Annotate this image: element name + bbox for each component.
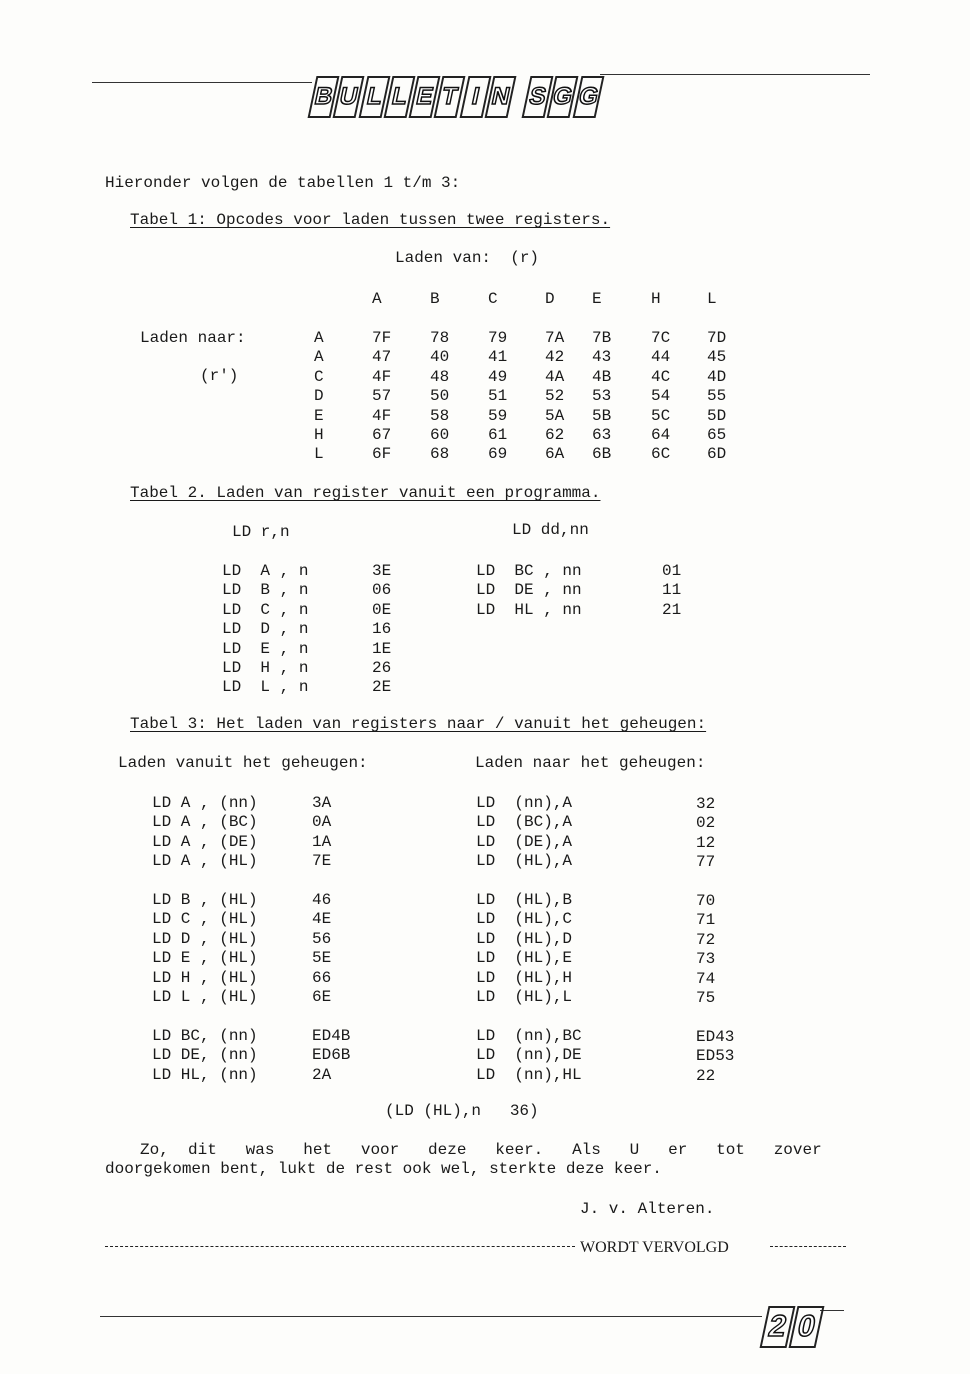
- table1-to-sub: (r'): [200, 367, 239, 385]
- table1-cell: 52: [545, 387, 565, 406]
- footer-rule-right: [820, 1310, 844, 1311]
- table1-cell: 5A: [545, 406, 565, 425]
- table1-cell: 63: [592, 426, 612, 444]
- table3-left-code: 6E: [312, 988, 332, 1006]
- table1-cell: 42: [545, 348, 565, 367]
- table2-left-code: 16: [372, 620, 392, 639]
- intro-text: Hieronder volgen de tabellen 1 t/m 3:: [105, 174, 461, 192]
- table1-col-header: C: [488, 290, 498, 308]
- table3-right-instr: LD (HL),A: [476, 852, 573, 871]
- table2-left-code: 26: [372, 659, 392, 677]
- table1-row-register: A: [314, 348, 324, 367]
- table2-left-code: 3E: [372, 562, 392, 580]
- table3-left-code: 2A: [312, 1065, 332, 1084]
- table1-cell: 6F: [372, 445, 392, 464]
- table3-right-instr: LD (HL),D: [476, 929, 573, 948]
- table1-cell: 60: [430, 426, 450, 444]
- table1-cell: 51: [488, 387, 508, 406]
- logo-letter: I: [459, 76, 491, 118]
- table3-title: Tabel 3: Het laden van registers naar / vanuit het geheugen:: [130, 715, 707, 733]
- table2-right-instr: LD HL , nn: [476, 600, 582, 619]
- table1-cell: 67: [372, 426, 392, 444]
- table2-left-code: 1E: [372, 639, 392, 658]
- table3-right-instr: LD (DE),A: [476, 832, 573, 851]
- table1-cell: 4F: [372, 406, 392, 425]
- table1-col-header: E: [592, 290, 602, 308]
- table3-right-code: ED43: [696, 1027, 735, 1046]
- table2-right-head: LD dd,nn: [512, 521, 589, 539]
- table1-cell: 57: [372, 387, 392, 406]
- table1-cell: 6C: [651, 445, 671, 464]
- table3-right-code: 71: [696, 911, 716, 930]
- table1-cell: 41: [488, 348, 508, 367]
- header-rule-left: [92, 82, 312, 83]
- table2-right-code: 01: [662, 562, 682, 580]
- table3-left-code: 5E: [312, 949, 332, 968]
- table1-row-register: E: [314, 406, 324, 425]
- table1-cell: 4A: [545, 367, 565, 386]
- page-number-digit: 0: [789, 1306, 825, 1348]
- table1-row-register: H: [314, 426, 324, 444]
- table1-cell: 68: [430, 445, 450, 464]
- table1-cell: 7C: [651, 329, 671, 347]
- page-number-digit: 2: [760, 1306, 796, 1348]
- table2-left-head: LD r,n: [232, 523, 290, 541]
- logo-letter: G: [547, 76, 579, 118]
- table2-title: Tabel 2. Laden van register vanuit een programma.: [130, 484, 601, 502]
- table3-left-instr: LD L , (HL): [152, 988, 258, 1006]
- author-signature: J. v. Alteren.: [580, 1200, 715, 1218]
- table1-cell: 40: [430, 348, 450, 367]
- table3-left-instr: LD C , (HL): [152, 910, 258, 929]
- table3-left-instr: LD HL, (nn): [152, 1065, 258, 1084]
- table3-right-code: 73: [696, 950, 716, 969]
- table2-left-code: 06: [372, 581, 392, 600]
- table3-right-code: 75: [696, 989, 716, 1007]
- table3-left-code: ED4B: [312, 1026, 351, 1045]
- table3-left-code: ED6B: [312, 1046, 351, 1065]
- table1-row-register: A: [314, 329, 324, 347]
- table3-left-code: 3A: [312, 794, 332, 812]
- table1-cell: 78: [430, 329, 450, 347]
- table1-col-header: B: [430, 290, 440, 308]
- footer-rule: [100, 1316, 762, 1317]
- table1-col-header: L: [707, 290, 717, 308]
- table2-left-instr: LD D , n: [222, 620, 309, 639]
- table3-left-code: 66: [312, 968, 332, 987]
- table2-left-code: 2E: [372, 678, 392, 697]
- table3-right-code: 22: [696, 1066, 716, 1085]
- table3-right-instr: LD (nn),A: [476, 794, 573, 812]
- table3-right-instr: LD (HL),C: [476, 910, 573, 929]
- table1-title: Tabel 1: Opcodes voor laden tussen twee registers.: [130, 211, 611, 229]
- table3-left-code: 46: [312, 891, 332, 909]
- table3-left-head: Laden vanuit het geheugen:: [118, 754, 368, 772]
- table3-right-instr: LD (BC),A: [476, 813, 573, 832]
- table3-left-instr: LD D , (HL): [152, 929, 258, 948]
- table1-cell: 7B: [592, 329, 612, 347]
- table1-cell: 5D: [707, 406, 727, 425]
- continued-rule-right: [770, 1246, 846, 1247]
- logo-letter: S: [522, 76, 554, 118]
- logo-letter: T: [434, 76, 466, 118]
- table2-right-instr: LD BC , nn: [476, 562, 582, 580]
- table1-cell: 7A: [545, 329, 565, 347]
- table2-left-instr: LD B , n: [222, 581, 309, 600]
- table1-cell: 48: [430, 367, 450, 386]
- table1-cell: 58: [430, 406, 450, 425]
- table1-cell: 61: [488, 426, 508, 444]
- continued-rule-left: [105, 1246, 575, 1247]
- table3-left-instr: LD DE, (nn): [152, 1046, 258, 1065]
- logo-letter: L: [383, 76, 415, 118]
- table3-right-code: 32: [696, 795, 716, 813]
- table2-right-instr: LD DE , nn: [476, 581, 582, 600]
- table1-cell: 59: [488, 406, 508, 425]
- table1-cell: 6B: [592, 445, 612, 464]
- table1-cell: 64: [651, 426, 671, 444]
- table3-right-code: 72: [696, 930, 716, 949]
- logo-letter: G: [572, 76, 604, 118]
- table3-left-instr: LD A , (DE): [152, 832, 258, 851]
- table1-from-label: Laden van: (r): [395, 249, 540, 267]
- table1-cell: 7D: [707, 329, 727, 347]
- closing-line-1: Zo, dit was het voor deze keer. Als U er tot zover: [140, 1141, 822, 1159]
- table2-right-code: 11: [662, 581, 682, 600]
- table1-cell: 55: [707, 387, 727, 406]
- table1-cell: 45: [707, 348, 727, 367]
- table3-left-code: 0A: [312, 813, 332, 832]
- table2-right-code: 21: [662, 600, 682, 619]
- table3-left-code: 1A: [312, 832, 332, 851]
- table1-cell: 65: [707, 426, 727, 444]
- table3-right-instr: LD (HL),B: [476, 891, 573, 909]
- table3-left-instr: LD A , (nn): [152, 794, 258, 812]
- table1-row-register: D: [314, 387, 324, 406]
- table1-cell: 44: [651, 348, 671, 367]
- table3-extra: (LD (HL),n 36): [385, 1102, 539, 1120]
- table3-right-code: 77: [696, 853, 716, 872]
- table1-col-header: H: [651, 290, 661, 308]
- table1-cell: 69: [488, 445, 508, 464]
- table1-cell: 50: [430, 387, 450, 406]
- table1-cell: 47: [372, 348, 392, 367]
- table2-left-instr: LD L , n: [222, 678, 309, 697]
- table1-cell: 43: [592, 348, 612, 367]
- table3-right-instr: LD (HL),E: [476, 949, 573, 968]
- table3-left-code: 4E: [312, 910, 332, 929]
- table1-cell: 4B: [592, 367, 612, 386]
- table3-right-code: 74: [696, 969, 716, 988]
- table3-left-instr: LD A , (HL): [152, 852, 258, 871]
- continued-label: WORDT VERVOLGD: [580, 1239, 729, 1256]
- table1-cell: 54: [651, 387, 671, 406]
- logo-letter: E: [409, 76, 441, 118]
- logo-letter: U: [333, 76, 365, 118]
- table2-left-instr: LD C , n: [222, 600, 309, 619]
- table1-cell: 62: [545, 426, 565, 444]
- logo-letter: B: [308, 76, 340, 118]
- table3-right-head: Laden naar het geheugen:: [475, 754, 706, 772]
- table2-left-instr: LD A , n: [222, 562, 309, 580]
- table3-left-code: 56: [312, 929, 332, 948]
- header-rule-right: [600, 74, 870, 75]
- table1-cell: 6D: [707, 445, 727, 464]
- table3-right-code: 70: [696, 892, 716, 910]
- table1-cell: 6A: [545, 445, 565, 464]
- table2-left-code: 0E: [372, 600, 392, 619]
- table3-right-instr: LD (HL),L: [476, 988, 573, 1006]
- closing-line-2: doorgekomen bent, lukt de rest ook wel, sterkte deze keer.: [105, 1160, 662, 1178]
- table3-left-instr: LD A , (BC): [152, 813, 258, 832]
- table1-cell: 4C: [651, 367, 671, 386]
- table3-right-instr: LD (nn),BC: [476, 1026, 582, 1045]
- table3-left-code: 7E: [312, 852, 332, 871]
- table1-cell: 79: [488, 329, 508, 347]
- page-number: [764, 1306, 820, 1348]
- table1-cell: 7F: [372, 329, 392, 347]
- table3-right-code: 02: [696, 814, 716, 833]
- logo-letter: N: [484, 76, 516, 118]
- table1-cell: 49: [488, 367, 508, 386]
- table3-right-code: 12: [696, 833, 716, 852]
- table1-cell: 5B: [592, 406, 612, 425]
- table3-right-instr: LD (HL),H: [476, 968, 573, 987]
- table1-cell: 53: [592, 387, 612, 406]
- table3-right-instr: LD (nn),HL: [476, 1065, 582, 1084]
- table2-left-instr: LD E , n: [222, 639, 309, 658]
- bulletin-sgg-logo: [312, 74, 600, 120]
- logo-letter: L: [358, 76, 390, 118]
- table3-left-instr: LD E , (HL): [152, 949, 258, 968]
- table3-left-instr: LD BC, (nn): [152, 1026, 258, 1045]
- table3-left-instr: LD H , (HL): [152, 968, 258, 987]
- table3-right-instr: LD (nn),DE: [476, 1046, 582, 1065]
- table3-right-code: ED53: [696, 1047, 735, 1066]
- table1-col-header: A: [372, 290, 382, 308]
- table1-to-label: Laden naar:: [140, 329, 246, 347]
- table1-row-register: L: [314, 445, 324, 464]
- table3-left-instr: LD B , (HL): [152, 891, 258, 909]
- table1-cell: 4F: [372, 367, 392, 386]
- table1-cell: 4D: [707, 367, 727, 386]
- table1-row-register: C: [314, 367, 324, 386]
- table1-col-header: D: [545, 290, 555, 308]
- table2-left-instr: LD H , n: [222, 659, 309, 677]
- table1-cell: 5C: [651, 406, 671, 425]
